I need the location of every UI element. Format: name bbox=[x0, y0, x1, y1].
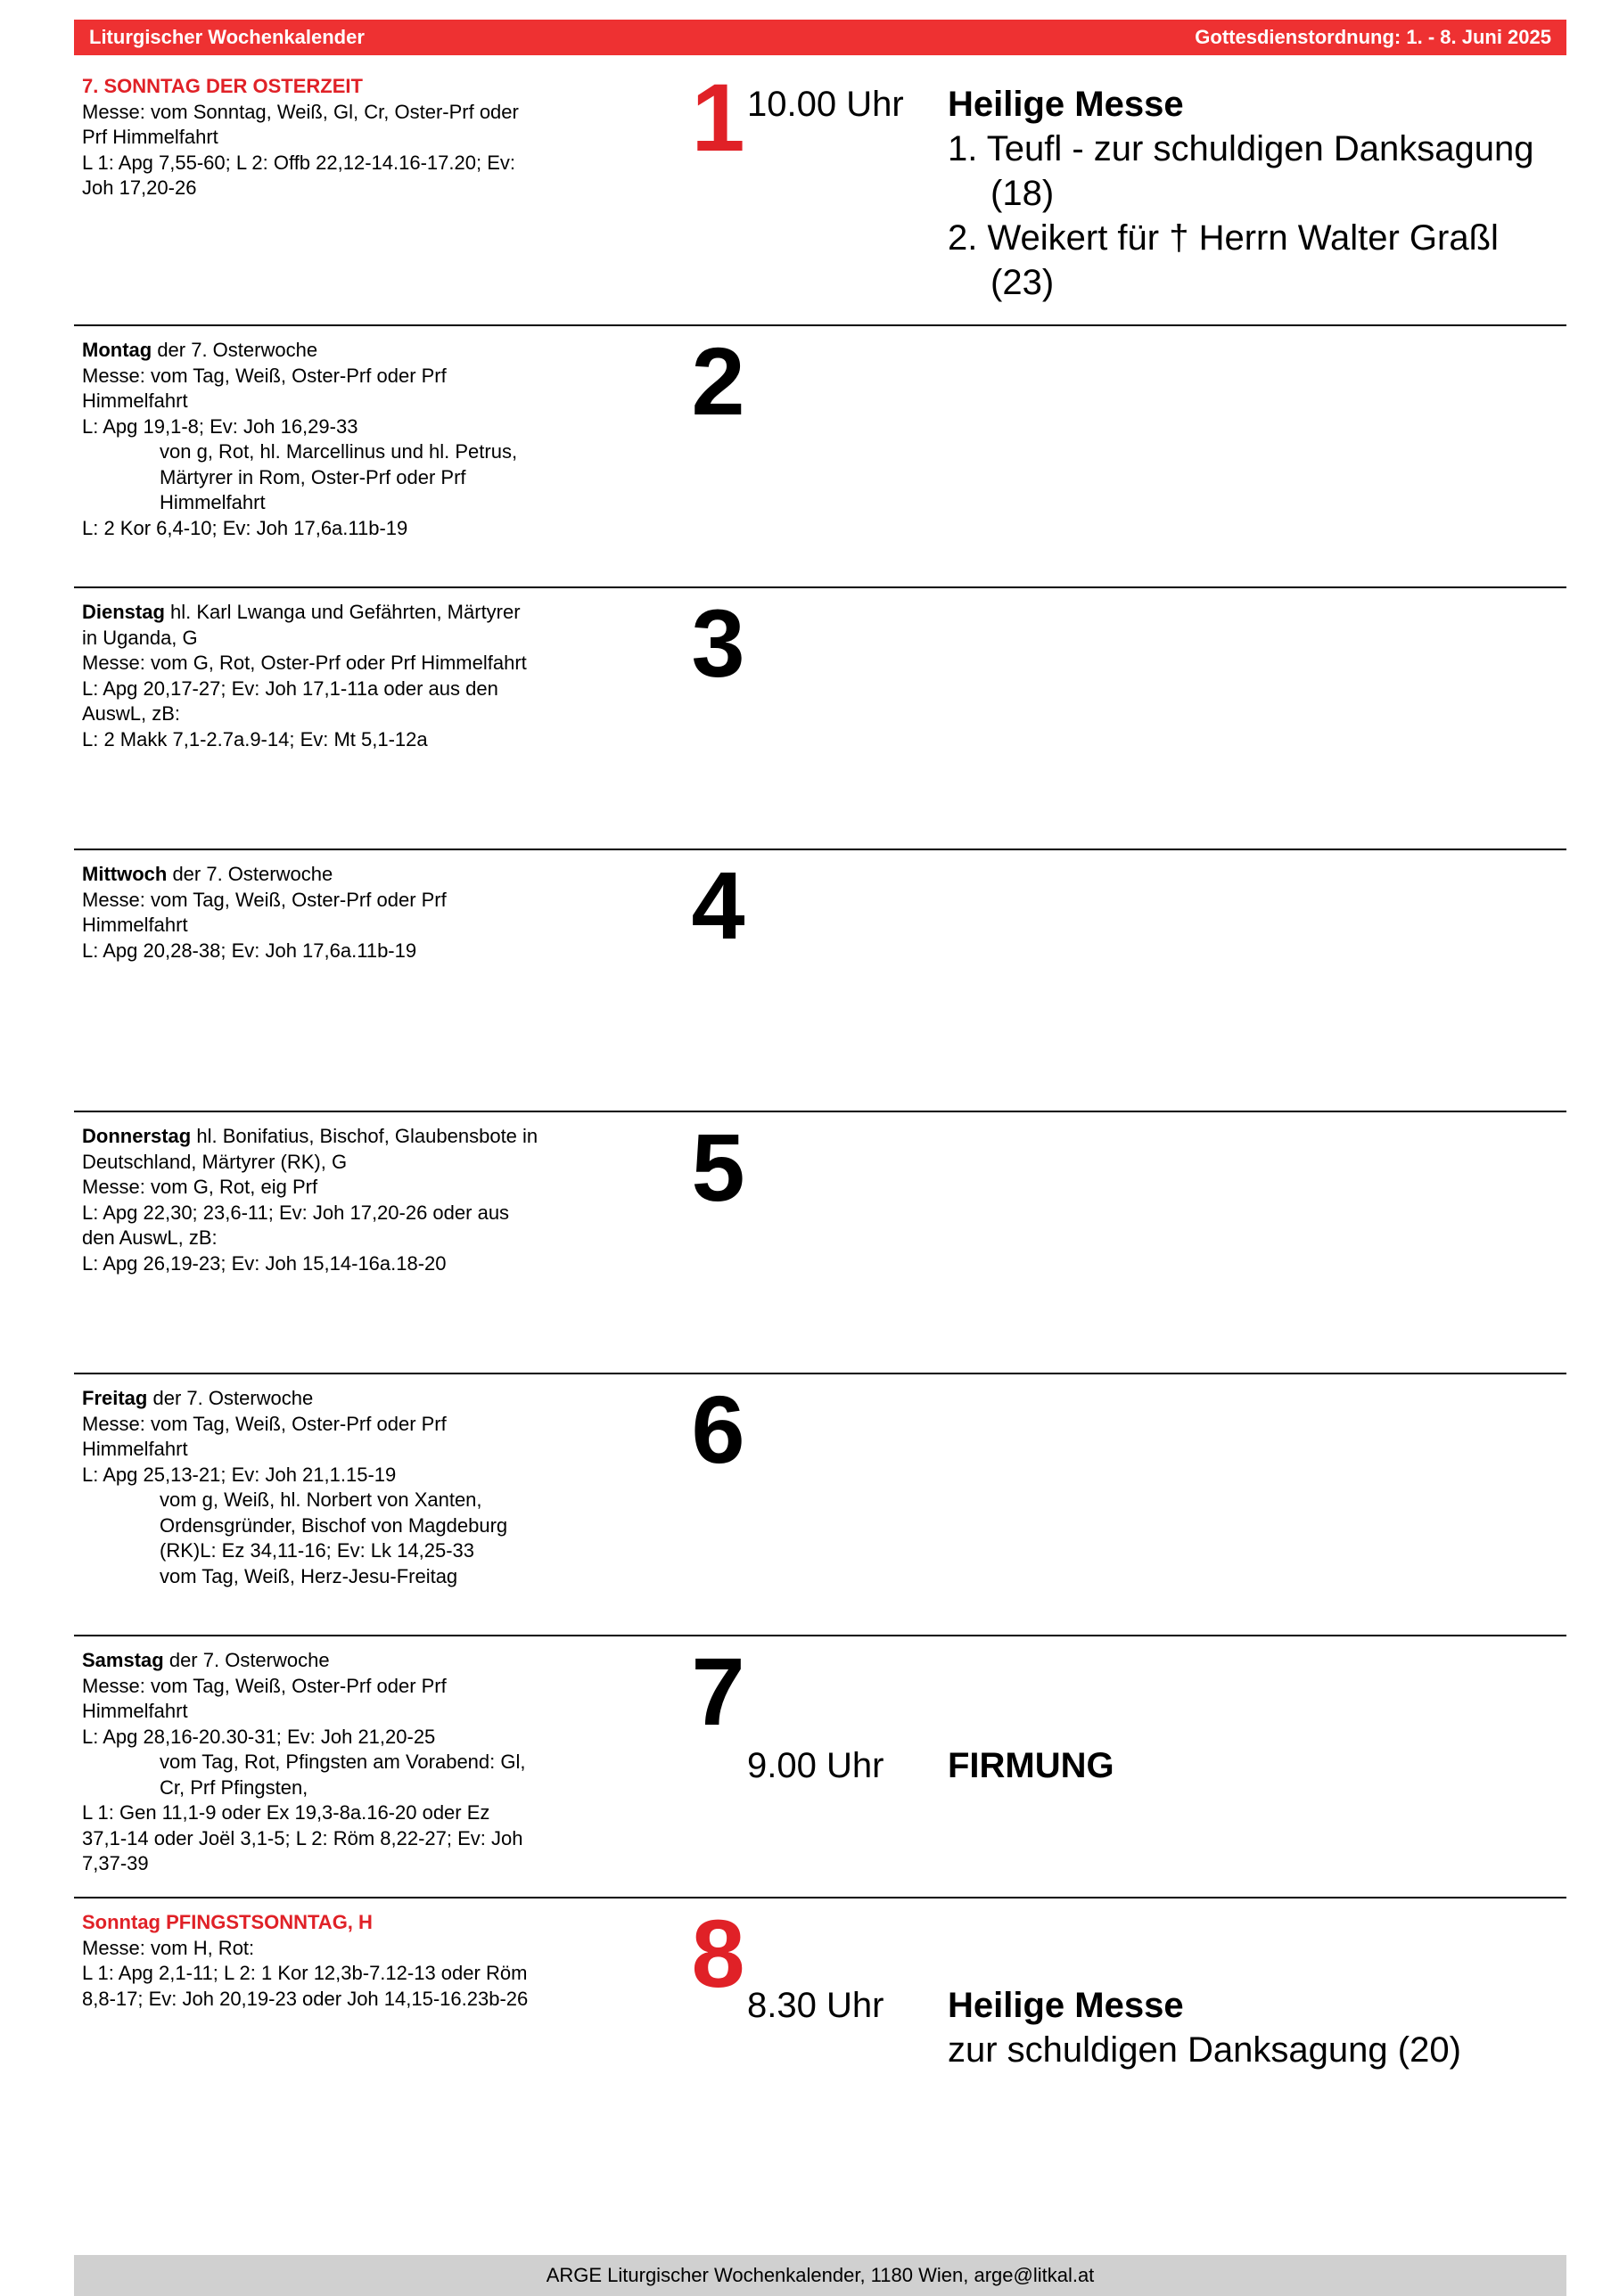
weekday-label: Samstag bbox=[82, 1649, 164, 1671]
liturgy-line: Himmelfahrt bbox=[82, 1700, 188, 1722]
service-intention: 1. Teufl - zur schuldigen Danksagung (18) bbox=[948, 129, 1534, 213]
liturgy-line: Messe: vom Tag, Weiß, Oster-Prf oder Prf bbox=[82, 888, 447, 911]
day-5-number: 5 bbox=[691, 1113, 745, 1221]
service-intention: 2. Weikert für † Herrn Walter Graßl (23) bbox=[948, 218, 1499, 302]
liturgy-line: Himmelfahrt bbox=[82, 390, 188, 412]
liturgy-line: L 1: Apg 2,1-11; L 2: 1 Kor 12,3b-7.12-13 oder Röm bbox=[82, 1962, 528, 1984]
liturgy-line: Himmelfahrt bbox=[82, 1438, 188, 1460]
liturgy-line-indented: vom g, Weiß, hl. Norbert von Xanten, bbox=[160, 1488, 482, 1511]
day-row-4 bbox=[74, 849, 1566, 1111]
liturgy-line: L: 2 Kor 6,4-10; Ev: Joh 17,6a.11b-19 bbox=[82, 516, 408, 539]
liturgy-line: Joh 17,20-26 bbox=[82, 176, 197, 199]
day-6-number: 6 bbox=[691, 1375, 745, 1483]
day-8-number: 8 bbox=[691, 1899, 745, 2007]
weekday-label: Montag bbox=[82, 339, 152, 361]
weekday-label: Donnerstag bbox=[82, 1125, 192, 1147]
liturgy-line: Deutschland, Märtyrer (RK), G bbox=[82, 1150, 348, 1173]
service-title: Heilige Messe bbox=[948, 1986, 1184, 2025]
day-row-2 bbox=[74, 324, 1566, 586]
day-heading-rest: der 7. Osterwoche bbox=[167, 863, 333, 885]
header-title: Liturgischer Wochenkalender bbox=[89, 26, 365, 48]
day-5-liturgy bbox=[82, 1124, 590, 1276]
liturgy-line: L 1: Apg 7,55-60; L 2: Offb 22,12-14.16-17.20; Ev: bbox=[82, 151, 515, 174]
weekday-label: Dienstag bbox=[82, 601, 165, 623]
weekday-label: Freitag bbox=[82, 1387, 148, 1409]
liturgy-line: Messe: vom H, Rot: bbox=[82, 1936, 255, 1959]
day-8-title: Sonntag PFINGSTSONNTAG, H bbox=[82, 1911, 373, 1933]
day-row-7 bbox=[74, 1635, 1566, 1897]
day-row-5 bbox=[74, 1111, 1566, 1373]
liturgy-line: 37,1-14 oder Joël 3,1-5; L 2: Röm 8,22-27; Ev: Joh bbox=[82, 1826, 523, 1849]
day-row-3 bbox=[74, 586, 1566, 849]
liturgy-line: 7,37-39 bbox=[82, 1852, 149, 1874]
page-footer bbox=[74, 2255, 1566, 2296]
liturgy-line: in Uganda, G bbox=[82, 626, 198, 649]
day-6-liturgy bbox=[82, 1386, 590, 1589]
footer-text: ARGE Liturgischer Wochenkalender, 1180 Wien, arge@litkal.at bbox=[546, 2264, 1095, 2286]
liturgy-line: Himmelfahrt bbox=[82, 914, 188, 936]
day-4-number: 4 bbox=[691, 851, 745, 959]
liturgy-line: Messe: vom Tag, Weiß, Oster-Prf oder Prf bbox=[82, 1674, 447, 1697]
day-3-number: 3 bbox=[691, 589, 745, 697]
day-1-number: 1 bbox=[691, 63, 745, 171]
day-2-liturgy bbox=[82, 338, 590, 541]
service-time: 9.00 Uhr bbox=[747, 1746, 884, 1785]
liturgy-line-indented: Himmelfahrt bbox=[160, 491, 266, 513]
liturgy-line: Messe: vom Tag, Weiß, Oster-Prf oder Prf bbox=[82, 364, 447, 387]
liturgy-line: Messe: vom Tag, Weiß, Oster-Prf oder Prf bbox=[82, 1412, 447, 1435]
service-time: 10.00 Uhr bbox=[747, 85, 904, 124]
liturgy-line: Messe: vom G, Rot, eig Prf bbox=[82, 1176, 318, 1198]
day-8-liturgy bbox=[82, 1910, 590, 2012]
liturgy-line: L: Apg 19,1-8; Ev: Joh 16,29-33 bbox=[82, 414, 358, 438]
day-heading-rest: hl. Karl Lwanga und Gefährten, Märtyrer bbox=[164, 601, 521, 623]
liturgy-line: L: Apg 26,19-23; Ev: Joh 15,14-16a.18-20 bbox=[82, 1251, 447, 1275]
liturgy-line: L: 2 Makk 7,1-2.7a.9-14; Ev: Mt 5,1-12a bbox=[82, 727, 428, 750]
day-row-1 bbox=[74, 62, 1566, 324]
day-row-6 bbox=[74, 1373, 1566, 1635]
service-intention: zur schuldigen Danksagung (20) bbox=[948, 2030, 1461, 2070]
liturgy-line: Messe: vom Sonntag, Weiß, Gl, Cr, Oster-Prf oder bbox=[82, 100, 519, 123]
liturgy-line-indented: vom Tag, Weiß, Herz-Jesu-Freitag bbox=[160, 1564, 458, 1587]
day-1-title: 7. SONNTAG DER OSTERZEIT bbox=[82, 75, 363, 97]
liturgy-line-indented: von g, Rot, hl. Marcellinus und hl. Petrus, bbox=[160, 440, 518, 463]
day-heading-rest: der 7. Osterwoche bbox=[163, 1649, 330, 1671]
liturgy-line: Messe: vom G, Rot, Oster-Prf oder Prf Himmelfahrt bbox=[82, 652, 527, 674]
day-7-number: 7 bbox=[691, 1637, 745, 1745]
liturgy-line: 8,8-17; Ev: Joh 20,19-23 oder Joh 14,15-16.23b-26 bbox=[82, 1987, 529, 2010]
day-row-8 bbox=[74, 1897, 1566, 2235]
liturgy-line-indented: (RK)L: Ez 34,11-16; Ev: Lk 14,25-33 bbox=[160, 1539, 474, 1562]
day-heading-rest: der 7. Osterwoche bbox=[147, 1387, 314, 1409]
service-title: Heilige Messe bbox=[948, 85, 1184, 124]
day-1-liturgy bbox=[82, 74, 590, 201]
liturgy-line: L: Apg 20,17-27; Ev: Joh 17,1-11a oder aus den bbox=[82, 676, 498, 700]
day-7-liturgy bbox=[82, 1648, 590, 1877]
day-heading-rest: hl. Bonifatius, Bischof, Glaubensbote in bbox=[191, 1125, 538, 1147]
liturgy-line: L 1: Gen 11,1-9 oder Ex 19,3-8a.16-20 oder Ez bbox=[82, 1801, 490, 1824]
service-time: 8.30 Uhr bbox=[747, 1986, 884, 2025]
liturgy-line-indented: vom Tag, Rot, Pfingsten am Vorabend: Gl, bbox=[160, 1751, 526, 1773]
liturgy-line: L: Apg 20,28-38; Ev: Joh 17,6a.11b-19 bbox=[82, 939, 417, 962]
service-title: FIRMUNG bbox=[948, 1746, 1114, 1785]
liturgy-line: den AuswL, zB: bbox=[82, 1226, 218, 1249]
day-heading-rest: der 7. Osterwoche bbox=[152, 339, 318, 361]
liturgy-line: L: Apg 22,30; 23,6-11; Ev: Joh 17,20-26 oder aus bbox=[82, 1201, 510, 1224]
liturgy-line: AuswL, zB: bbox=[82, 702, 181, 725]
liturgy-line: L: Apg 25,13-21; Ev: Joh 21,1.15-19 bbox=[82, 1463, 397, 1486]
day-3-liturgy bbox=[82, 600, 590, 752]
header-date-range: Gottesdienstordnung: 1. - 8. Juni 2025 bbox=[1195, 26, 1551, 48]
liturgy-line-indented: Märtyrer in Rom, Oster-Prf oder Prf bbox=[160, 465, 466, 488]
liturgy-line: Prf Himmelfahrt bbox=[82, 126, 218, 148]
liturgy-line: L: Apg 28,16-20.30-31; Ev: Joh 21,20-25 bbox=[82, 1725, 436, 1748]
day-4-liturgy bbox=[82, 862, 590, 964]
day-2-number: 2 bbox=[691, 327, 745, 435]
page-header bbox=[74, 20, 1566, 55]
liturgy-line-indented: Cr, Prf Pfingsten, bbox=[160, 1775, 308, 1799]
liturgy-line-indented: Ordensgründer, Bischof von Magdeburg bbox=[160, 1513, 508, 1537]
weekday-label: Mittwoch bbox=[82, 863, 168, 885]
